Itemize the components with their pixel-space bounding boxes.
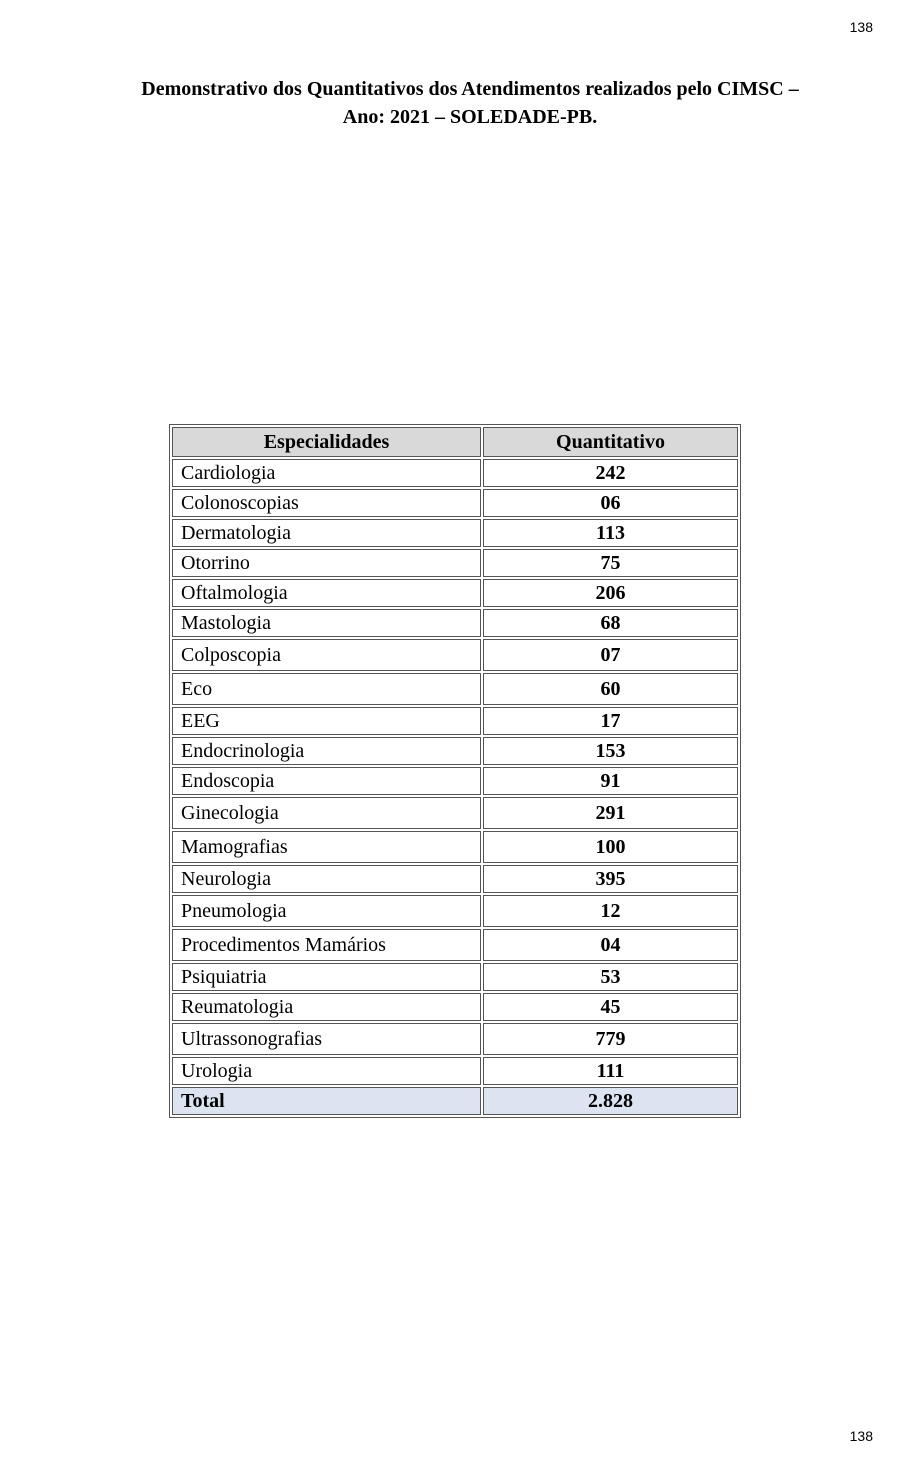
quantity-cell: 75 [483,549,738,577]
table-row [172,673,738,705]
table-row [172,549,738,577]
quantity-cell: 91 [483,767,738,795]
quantity-cell: 100 [483,831,738,863]
quantity-cell: 68 [483,609,738,637]
table-row [172,519,738,547]
specialty-cell: Procedimentos Mamários [172,929,481,961]
specialty-cell: Urologia [172,1057,481,1085]
specialty-cell: Reumatologia [172,993,481,1021]
specialty-cell: Dermatologia [172,519,481,547]
table-row [172,489,738,517]
specialty-cell: Cardiologia [172,459,481,487]
quantity-cell: 291 [483,797,738,829]
specialties-table-container [169,424,741,1118]
quantity-cell: 17 [483,707,738,735]
quantity-cell: 395 [483,865,738,893]
specialty-cell: Eco [172,673,481,705]
table-row [172,797,738,829]
quantity-cell: 53 [483,963,738,991]
specialty-cell: Mastologia [172,609,481,637]
table-row [172,459,738,487]
specialty-cell: Ultrassonografias [172,1023,481,1055]
quantity-cell: 06 [483,489,738,517]
specialty-cell: Otorrino [172,549,481,577]
specialty-cell: Psiquiatria [172,963,481,991]
specialty-cell: Colonoscopias [172,489,481,517]
specialty-cell: Mamografias [172,831,481,863]
specialties-table [169,424,741,1118]
specialty-cell: Oftalmologia [172,579,481,607]
specialty-cell: EEG [172,707,481,735]
table-row [172,929,738,961]
quantity-cell: 206 [483,579,738,607]
title-line-1: Demonstrativo dos Quantitativos dos Atendimentos realizados pelo CIMSC – [141,78,799,100]
table-header-row [172,427,738,457]
document-title [40,75,900,131]
quantity-cell: 242 [483,459,738,487]
specialty-cell: Endocrinologia [172,737,481,765]
table-row [172,895,738,927]
table-row [172,767,738,795]
quantity-cell: 12 [483,895,738,927]
table-row [172,993,738,1021]
table-row [172,737,738,765]
quantity-cell: 04 [483,929,738,961]
table-row [172,831,738,863]
table-row [172,963,738,991]
quantity-cell: 07 [483,639,738,671]
specialty-cell: Neurologia [172,865,481,893]
page-number-top: 138 [849,19,873,35]
total-quantity: 2.828 [483,1087,738,1115]
table-row [172,609,738,637]
quantity-cell: 45 [483,993,738,1021]
specialty-cell: Pneumologia [172,895,481,927]
total-label: Total [172,1087,481,1115]
total-row [172,1087,738,1115]
table-row [172,865,738,893]
specialty-cell: Endoscopia [172,767,481,795]
table-row [172,1023,738,1055]
quantity-cell: 111 [483,1057,738,1085]
table-row [172,639,738,671]
quantity-cell: 60 [483,673,738,705]
specialty-cell: Ginecologia [172,797,481,829]
quantity-cell: 113 [483,519,738,547]
header-specialty: Especialidades [172,427,481,457]
specialty-cell: Colposcopia [172,639,481,671]
table-row [172,1057,738,1085]
title-line-2: Ano: 2021 – SOLEDADE-PB. [342,106,598,128]
table-row [172,579,738,607]
quantity-cell: 779 [483,1023,738,1055]
page-number-bottom: 138 [849,1428,873,1444]
quantity-cell: 153 [483,737,738,765]
header-quantity: Quantitativo [483,427,738,457]
table-row [172,707,738,735]
